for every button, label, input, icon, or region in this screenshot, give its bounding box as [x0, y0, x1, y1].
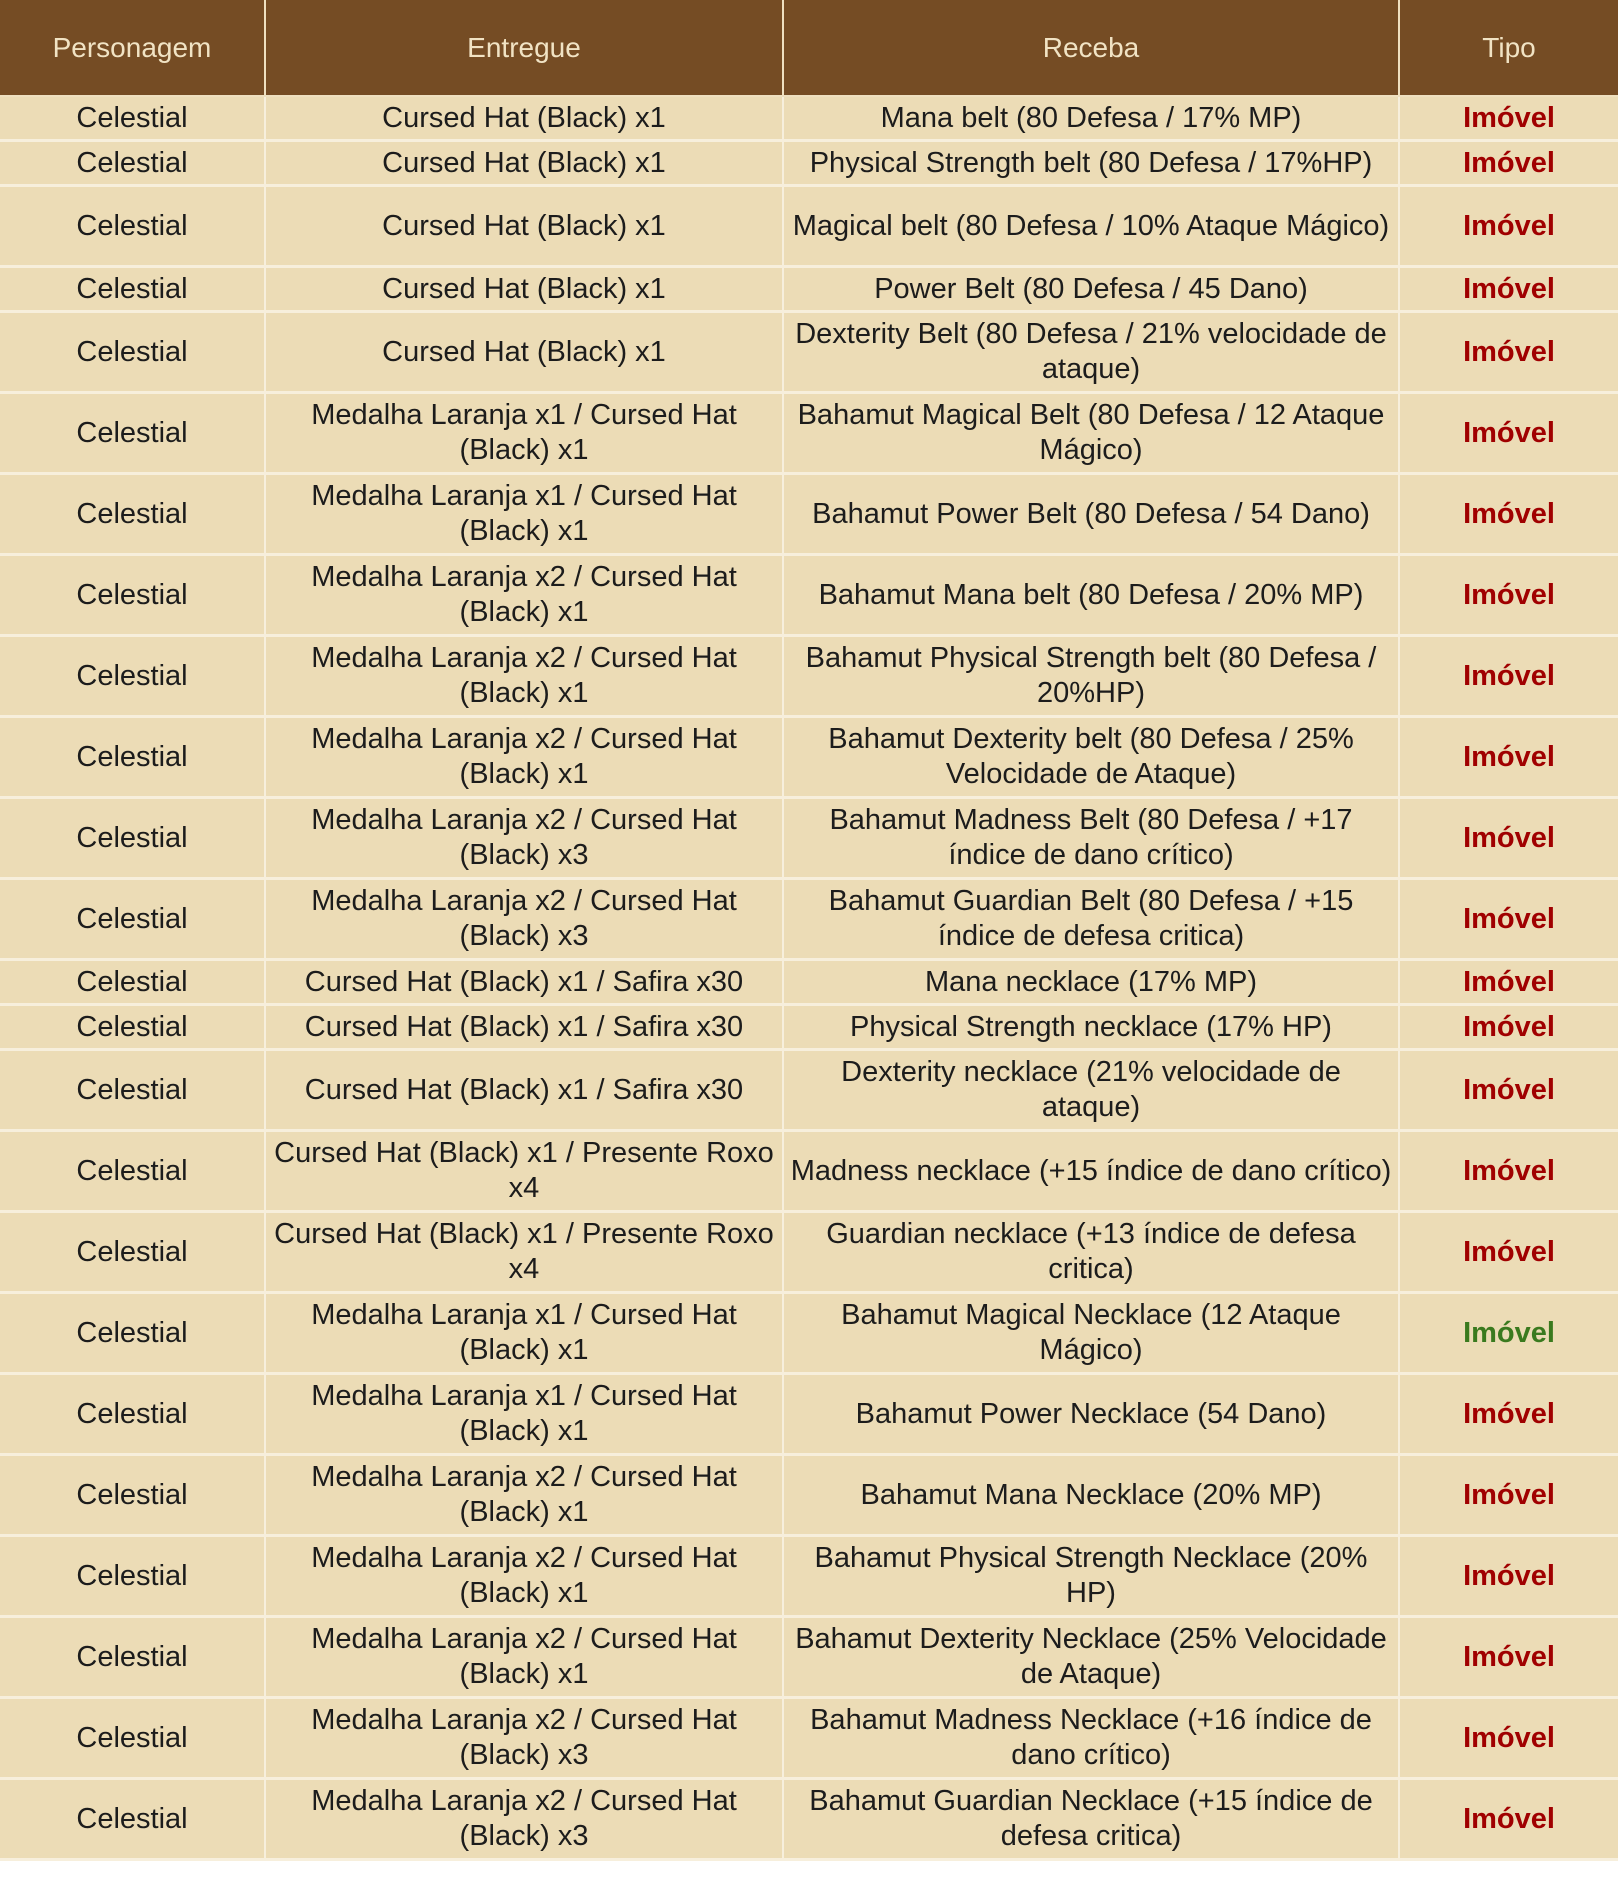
table-row: [0, 1293, 1618, 1374]
cell-entregue: Medalha Laranja x1 / Cursed Hat (Black) x1: [265, 1293, 783, 1374]
table-row: [0, 141, 1618, 186]
cell-tipo: Imóvel: [1399, 717, 1618, 798]
cell-entregue: Cursed Hat (Black) x1 / Safira x30: [265, 960, 783, 1005]
cell-entregue: Medalha Laranja x2 / Cursed Hat (Black) x3: [265, 1779, 783, 1860]
table-row: [0, 1212, 1618, 1293]
cell-receba: Dexterity Belt (80 Defesa / 21% velocidade de ataque): [783, 312, 1399, 393]
cell-tipo: Imóvel: [1399, 960, 1618, 1005]
table-row: [0, 1455, 1618, 1536]
cell-entregue: Cursed Hat (Black) x1: [265, 267, 783, 312]
cell-entregue: Medalha Laranja x2 / Cursed Hat (Black) x1: [265, 717, 783, 798]
cell-personagem: Celestial: [0, 717, 265, 798]
cell-personagem: Celestial: [0, 186, 265, 267]
cell-personagem: Celestial: [0, 1779, 265, 1860]
cell-receba: Physical Strength necklace (17% HP): [783, 1005, 1399, 1050]
cell-receba: Guardian necklace (+13 índice de defesa critica): [783, 1212, 1399, 1293]
cell-tipo: Imóvel: [1399, 267, 1618, 312]
cell-entregue: Cursed Hat (Black) x1: [265, 96, 783, 141]
cell-entregue: Cursed Hat (Black) x1 / Presente Roxo x4: [265, 1212, 783, 1293]
cell-entregue: Medalha Laranja x2 / Cursed Hat (Black) x1: [265, 1617, 783, 1698]
cell-receba: Mana belt (80 Defesa / 17% MP): [783, 96, 1399, 141]
cell-personagem: Celestial: [0, 1455, 265, 1536]
cell-personagem: Celestial: [0, 798, 265, 879]
header-entregue: Entregue: [265, 0, 783, 96]
header-personagem: Personagem: [0, 0, 265, 96]
cell-personagem: Celestial: [0, 1131, 265, 1212]
cell-entregue: Medalha Laranja x2 / Cursed Hat (Black) x1: [265, 1455, 783, 1536]
cell-receba: Magical belt (80 Defesa / 10% Ataque Mágico): [783, 186, 1399, 267]
cell-receba: Bahamut Mana Necklace (20% MP): [783, 1455, 1399, 1536]
cell-receba: Bahamut Magical Belt (80 Defesa / 12 Ataque Mágico): [783, 393, 1399, 474]
table-row: [0, 636, 1618, 717]
cell-tipo: Imóvel: [1399, 1698, 1618, 1779]
cell-receba: Bahamut Mana belt (80 Defesa / 20% MP): [783, 555, 1399, 636]
cell-personagem: Celestial: [0, 960, 265, 1005]
cell-personagem: Celestial: [0, 1050, 265, 1131]
header-row: [0, 0, 1618, 96]
table-row: [0, 267, 1618, 312]
cell-personagem: Celestial: [0, 96, 265, 141]
cell-entregue: Medalha Laranja x1 / Cursed Hat (Black) x1: [265, 393, 783, 474]
cell-receba: Bahamut Power Necklace (54 Dano): [783, 1374, 1399, 1455]
cell-personagem: Celestial: [0, 1698, 265, 1779]
cell-entregue: Cursed Hat (Black) x1 / Safira x30: [265, 1050, 783, 1131]
cell-tipo: Imóvel: [1399, 393, 1618, 474]
cell-personagem: Celestial: [0, 393, 265, 474]
cell-tipo: Imóvel: [1399, 1374, 1618, 1455]
table-row: [0, 1536, 1618, 1617]
cell-receba: Bahamut Madness Necklace (+16 índice de dano crítico): [783, 1698, 1399, 1779]
cell-receba: Bahamut Dexterity Necklace (25% Velocidade de Ataque): [783, 1617, 1399, 1698]
table-row: [0, 186, 1618, 267]
table-row: [0, 312, 1618, 393]
cell-personagem: Celestial: [0, 1212, 265, 1293]
table-row: [0, 1698, 1618, 1779]
table-row: [0, 960, 1618, 1005]
cell-tipo: Imóvel: [1399, 96, 1618, 141]
cell-entregue: Medalha Laranja x2 / Cursed Hat (Black) x1: [265, 555, 783, 636]
cell-entregue: Medalha Laranja x2 / Cursed Hat (Black) x3: [265, 1698, 783, 1779]
cell-entregue: Medalha Laranja x2 / Cursed Hat (Black) x3: [265, 879, 783, 960]
header-tipo: Tipo: [1399, 0, 1618, 96]
table-row: [0, 1779, 1618, 1860]
cell-receba: Bahamut Physical Strength Necklace (20% HP): [783, 1536, 1399, 1617]
cell-entregue: Medalha Laranja x2 / Cursed Hat (Black) x1: [265, 1536, 783, 1617]
cell-receba: Bahamut Madness Belt (80 Defesa / +17 índice de dano crítico): [783, 798, 1399, 879]
cell-receba: Bahamut Power Belt (80 Defesa / 54 Dano): [783, 474, 1399, 555]
cell-personagem: Celestial: [0, 1374, 265, 1455]
cell-tipo: Imóvel: [1399, 1779, 1618, 1860]
cell-tipo: Imóvel: [1399, 186, 1618, 267]
table-row: [0, 474, 1618, 555]
cell-personagem: Celestial: [0, 879, 265, 960]
cell-tipo: Imóvel: [1399, 1131, 1618, 1212]
cell-personagem: Celestial: [0, 141, 265, 186]
cell-tipo: Imóvel: [1399, 555, 1618, 636]
cell-tipo: Imóvel: [1399, 141, 1618, 186]
cell-receba: Physical Strength belt (80 Defesa / 17%HP): [783, 141, 1399, 186]
cell-receba: Madness necklace (+15 índice de dano crítico): [783, 1131, 1399, 1212]
table-body: [0, 96, 1618, 1860]
cell-tipo: Imóvel: [1399, 1293, 1618, 1374]
cell-tipo: Imóvel: [1399, 1617, 1618, 1698]
cell-tipo: Imóvel: [1399, 1212, 1618, 1293]
cell-entregue: Cursed Hat (Black) x1 / Safira x30: [265, 1005, 783, 1050]
cell-tipo: Imóvel: [1399, 636, 1618, 717]
table-row: [0, 96, 1618, 141]
cell-tipo: Imóvel: [1399, 1536, 1618, 1617]
table-row: [0, 1050, 1618, 1131]
cell-entregue: Cursed Hat (Black) x1: [265, 312, 783, 393]
cell-entregue: Medalha Laranja x1 / Cursed Hat (Black) x1: [265, 474, 783, 555]
cell-personagem: Celestial: [0, 312, 265, 393]
cell-receba: Bahamut Magical Necklace (12 Ataque Mágico): [783, 1293, 1399, 1374]
header-receba: Receba: [783, 0, 1399, 96]
cell-tipo: Imóvel: [1399, 312, 1618, 393]
cell-personagem: Celestial: [0, 474, 265, 555]
cell-receba: Dexterity necklace (21% velocidade de ataque): [783, 1050, 1399, 1131]
cell-entregue: Medalha Laranja x1 / Cursed Hat (Black) x1: [265, 1374, 783, 1455]
cell-receba: Bahamut Guardian Belt (80 Defesa / +15 índice de defesa critica): [783, 879, 1399, 960]
cell-entregue: Cursed Hat (Black) x1 / Presente Roxo x4: [265, 1131, 783, 1212]
table-row: [0, 1131, 1618, 1212]
cell-tipo: Imóvel: [1399, 1050, 1618, 1131]
cell-personagem: Celestial: [0, 1617, 265, 1698]
cell-tipo: Imóvel: [1399, 1005, 1618, 1050]
cell-receba: Power Belt (80 Defesa / 45 Dano): [783, 267, 1399, 312]
table-row: [0, 1005, 1618, 1050]
cell-personagem: Celestial: [0, 636, 265, 717]
cell-personagem: Celestial: [0, 267, 265, 312]
cell-personagem: Celestial: [0, 1005, 265, 1050]
cell-tipo: Imóvel: [1399, 879, 1618, 960]
table-row: [0, 717, 1618, 798]
table-row: [0, 1374, 1618, 1455]
table-row: [0, 1617, 1618, 1698]
cell-entregue: Cursed Hat (Black) x1: [265, 186, 783, 267]
cell-personagem: Celestial: [0, 1293, 265, 1374]
cell-tipo: Imóvel: [1399, 798, 1618, 879]
cell-entregue: Medalha Laranja x2 / Cursed Hat (Black) x3: [265, 798, 783, 879]
cell-personagem: Celestial: [0, 1536, 265, 1617]
cell-tipo: Imóvel: [1399, 1455, 1618, 1536]
table-row: [0, 798, 1618, 879]
cell-receba: Bahamut Dexterity belt (80 Defesa / 25% Velocidade de Ataque): [783, 717, 1399, 798]
cell-entregue: Medalha Laranja x2 / Cursed Hat (Black) x1: [265, 636, 783, 717]
table-row: [0, 879, 1618, 960]
table-row: [0, 393, 1618, 474]
cell-receba: Bahamut Guardian Necklace (+15 índice de defesa critica): [783, 1779, 1399, 1860]
cell-receba: Mana necklace (17% MP): [783, 960, 1399, 1005]
cell-receba: Bahamut Physical Strength belt (80 Defesa / 20%HP): [783, 636, 1399, 717]
table-row: [0, 555, 1618, 636]
cell-tipo: Imóvel: [1399, 474, 1618, 555]
cell-entregue: Cursed Hat (Black) x1: [265, 141, 783, 186]
cell-personagem: Celestial: [0, 555, 265, 636]
